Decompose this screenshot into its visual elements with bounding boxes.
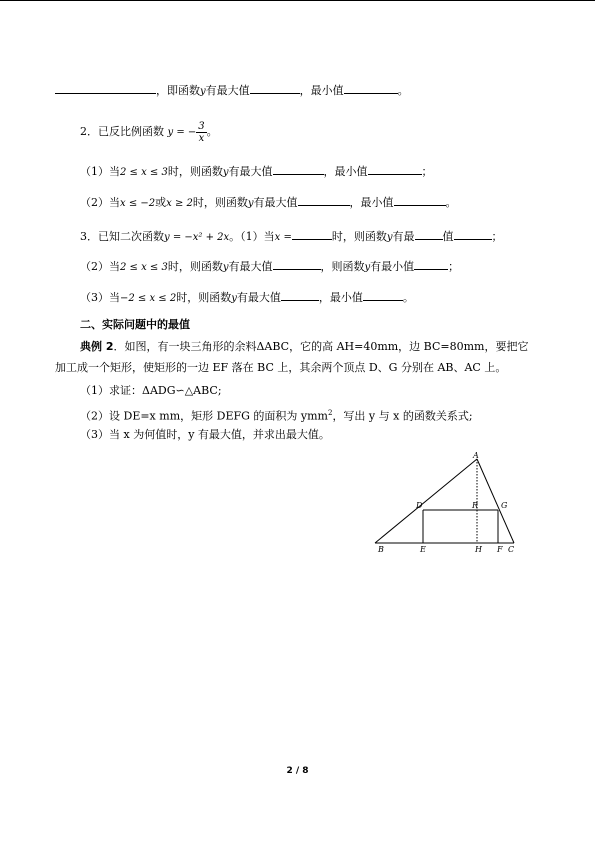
answer-blank (415, 229, 443, 240)
math-var: y (200, 86, 206, 97)
example-2-line-1 (0, 340, 595, 354)
answer-blank (414, 259, 448, 270)
example-label: 典例 2 (80, 340, 114, 353)
answer-blank (454, 229, 492, 240)
example-2-step-1: （1）求证：ΔADG∽△ABC; (80, 384, 222, 397)
text: （2）当 (80, 196, 120, 209)
example-text: ．如图，有一块三角形的余料ΔABC，它的高 AH=40mm，边 BC=80mm，要把它 (113, 340, 529, 353)
label-A: A (473, 451, 479, 460)
answer-blank (298, 195, 350, 206)
text: 时，则函数 (167, 260, 223, 273)
math-var: y (222, 167, 229, 178)
answer-blank (394, 195, 446, 206)
text: ，最小值 (323, 165, 368, 178)
text: 有最大值 (228, 260, 273, 273)
text: （2）当 (80, 260, 120, 273)
text: 。 (445, 196, 457, 209)
side-AB (375, 459, 477, 543)
text: 时，则函数 (167, 165, 223, 178)
text: 。 (206, 125, 218, 138)
section-heading: 二、实际问题中的最值 (80, 318, 190, 331)
question-text: 3．已知二次函数 (80, 230, 164, 243)
example-2-step-2 (0, 406, 595, 424)
text: ，即函数 (156, 84, 200, 97)
fraction-denominator: x (198, 132, 205, 144)
superscript: 2 (327, 409, 333, 417)
q1-tail-line (0, 83, 595, 99)
answer-blank (250, 83, 300, 94)
text: 。 (402, 291, 414, 304)
text: （1）当 (80, 165, 120, 178)
math-var: y (247, 198, 254, 209)
function-expression: y = −x² + 2x (164, 232, 230, 243)
text: ，最小值 (299, 84, 344, 97)
text: ，则函数 (320, 260, 365, 273)
page-top-border (0, 0, 595, 1)
example-2-line-2: 加工成一个矩形，使矩形的一边 EF 落在 BC 上，其余两个顶点 D、G 分别在 AB、AC 上。 (55, 361, 507, 374)
text: 值 (442, 230, 454, 243)
text: （3）当 (80, 291, 120, 304)
answer-blank (344, 83, 398, 94)
text: ，最小值 (349, 196, 394, 209)
math-condition: x ≤ −2 (120, 198, 156, 209)
text: ； (421, 165, 433, 178)
question-text: 2．已反比例函数 (80, 125, 164, 138)
question-3 (0, 229, 595, 245)
math-var: y (231, 293, 237, 304)
text: 有最 (392, 230, 415, 243)
text: （2）设 DE=x mm，矩形 DEFG 的面积为 ymm (80, 409, 328, 423)
question-3-part-2 (0, 259, 595, 275)
text: ，最小值 (318, 291, 363, 304)
math-condition: x ≥ 2 (166, 198, 193, 209)
label-H: H (475, 545, 482, 554)
question-2-part-2 (0, 195, 595, 211)
text: 时，则函数 (331, 230, 387, 243)
answer-blank (368, 164, 422, 175)
question-3-part-3 (0, 290, 595, 306)
text: 或 (155, 196, 167, 209)
text: 有最小值 (370, 260, 415, 273)
math-var: y (222, 262, 229, 273)
text: 有最大值 (228, 165, 273, 178)
label-C: C (508, 545, 515, 554)
question-2-part-1 (0, 164, 595, 180)
answer-blank (273, 164, 324, 175)
math-condition: 2 ≤ x ≤ 3 (120, 167, 168, 178)
math-var: x = (274, 232, 292, 243)
page-number: 2 / 8 (286, 766, 309, 776)
label-B: B (378, 545, 384, 554)
text: 时，则函数 (192, 196, 248, 209)
text: ，写出 y 与 x 的函数关系式; (332, 409, 473, 423)
answer-blank (273, 259, 321, 270)
label-D: D (416, 501, 423, 510)
answer-blank (281, 290, 319, 301)
text: 有最大值 (236, 291, 281, 304)
text: 有最大值 (253, 196, 298, 209)
label-R: R (472, 501, 479, 510)
triangle-figure (360, 448, 530, 560)
answer-blank (55, 83, 156, 94)
text: 。 (397, 84, 409, 97)
text: 有最大值 (205, 84, 250, 97)
text: ； (448, 260, 460, 273)
fraction (196, 121, 206, 144)
text: 。（1）当 (229, 230, 275, 243)
text: ； (491, 230, 503, 243)
side-AC (477, 459, 514, 543)
question-2 (0, 119, 595, 146)
label-F: F (497, 545, 503, 554)
answer-blank (363, 290, 403, 301)
label-E: E (420, 545, 426, 554)
fraction-numerator: 3 (198, 120, 205, 132)
math-var: y (386, 232, 393, 243)
label-G: G (501, 501, 508, 510)
function-lhs: y = − (167, 127, 197, 138)
example-2-step-3: （3）当 x 为何值时，y 有最大值，并求出最大值。 (80, 428, 330, 441)
math-var: y (364, 262, 371, 273)
math-condition: 2 ≤ x ≤ 3 (120, 262, 168, 273)
answer-blank (292, 229, 332, 240)
text: 时，则函数 (176, 291, 232, 304)
math-condition: −2 ≤ x ≤ 2 (120, 293, 177, 304)
